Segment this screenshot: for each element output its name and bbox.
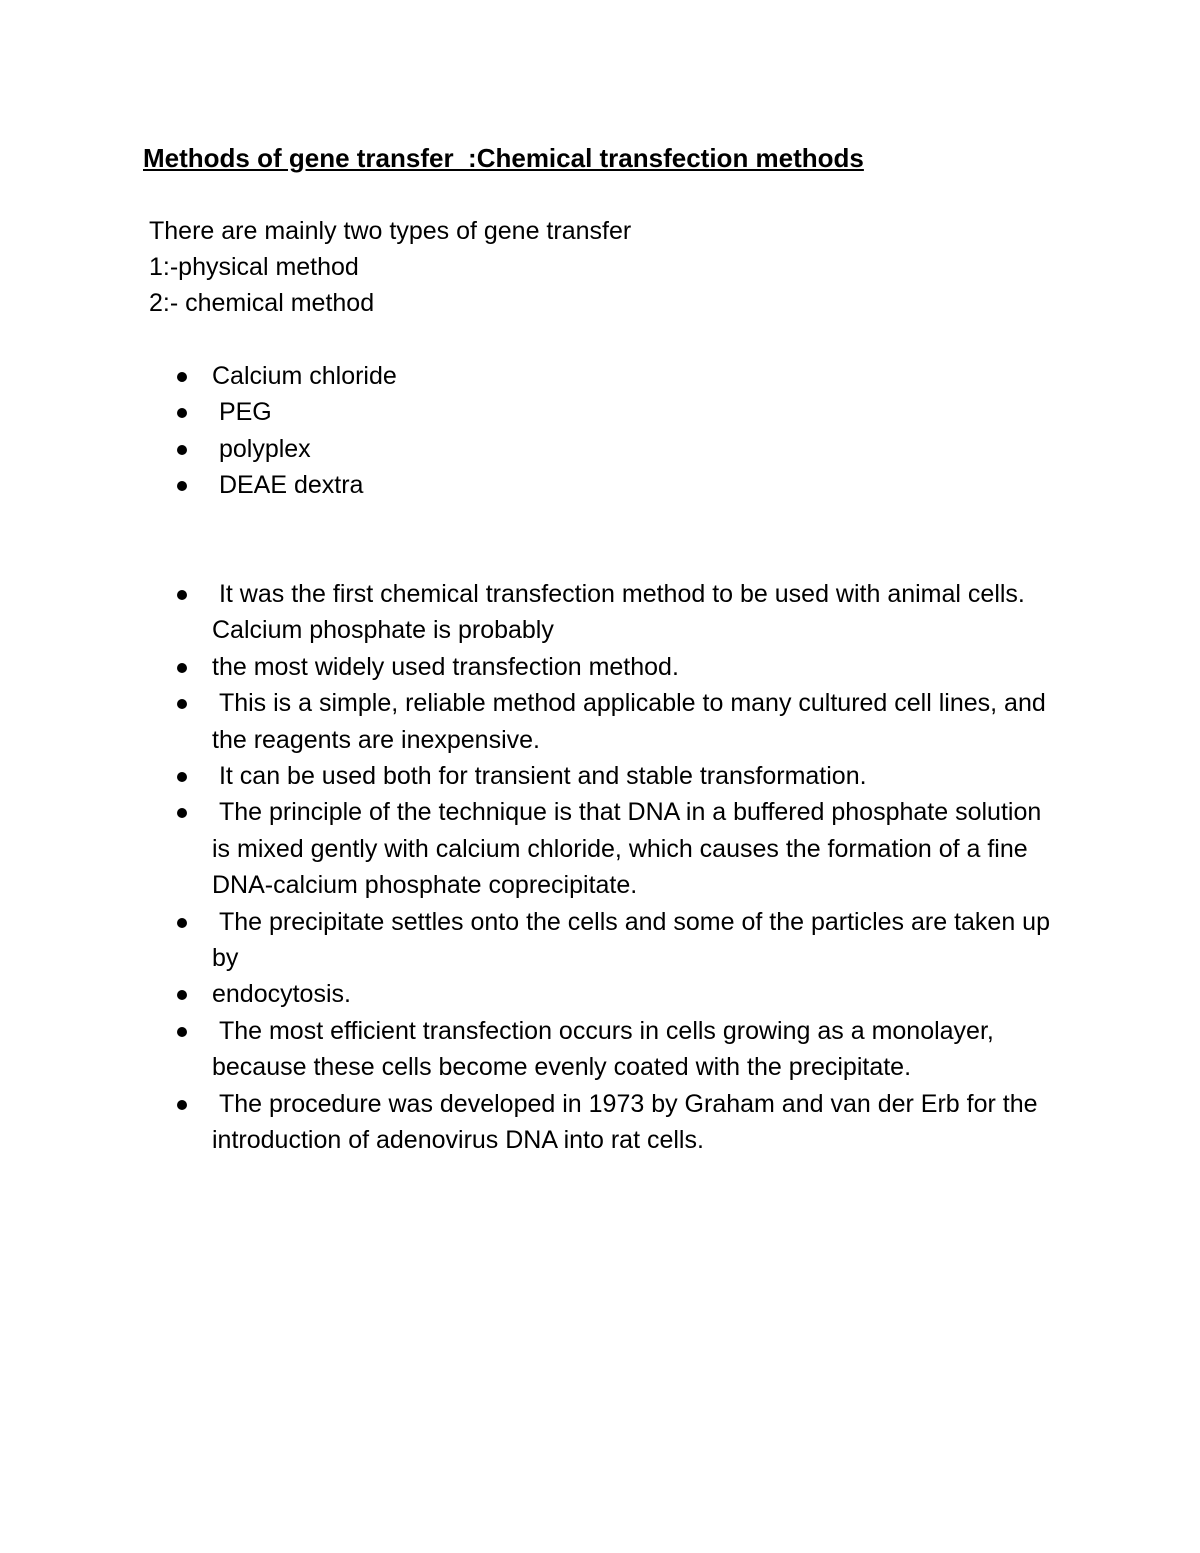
list-item-text: the most widely used transfection method.: [212, 652, 679, 681]
list-item: [0, 758, 1200, 794]
list-item-text: PEG: [212, 398, 272, 427]
list-item-text: DEAE dextra: [212, 471, 364, 500]
list-item: [0, 1086, 1200, 1159]
list-item: [0, 685, 1200, 758]
bullet-icon: [177, 445, 187, 455]
bullet-icon: [177, 772, 187, 782]
bullet-icon: [177, 990, 187, 1000]
list-item-text: The principle of the technique is that DNA in a buffered phosphate solution is mixed gently with calcium chloride, which causes the formation of a fine DNA-calcium phosphate coprecipitate.: [212, 798, 1049, 900]
list-item: [0, 1013, 1200, 1086]
list-item: [0, 358, 1200, 394]
list-item-text: polyplex: [212, 434, 311, 463]
intro-block: [149, 213, 631, 321]
bullet-icon: [177, 372, 187, 382]
list-item-text: This is a simple, reliable method applicable to many cultured cell lines, and the reagents are inexpensive.: [212, 689, 1053, 754]
list-item: [0, 431, 1200, 467]
list-item-text: Calcium chloride: [212, 362, 397, 390]
calcium-phosphate-facts-list: [0, 576, 1200, 1159]
list-item: [0, 794, 1200, 903]
intro-line: There are mainly two types of gene transfer: [149, 217, 632, 245]
bullet-icon: [177, 808, 187, 818]
list-item: [0, 576, 1200, 649]
list-item: [0, 649, 1200, 685]
bullet-icon: [177, 699, 187, 709]
page-title: Methods of gene transfer :Chemical transfection methods: [143, 143, 864, 173]
bullet-icon: [177, 408, 187, 418]
list-item: [0, 976, 1200, 1012]
list-item: [0, 467, 1200, 503]
bullet-icon: [177, 590, 187, 600]
bullet-icon: [177, 1100, 187, 1110]
list-item-text: It can be used both for transient and stable transformation.: [212, 762, 867, 791]
list-item: [0, 904, 1200, 977]
intro-line-chemical: 2:- chemical method: [149, 289, 375, 317]
list-item-text: The precipitate settles onto the cells and some of the particles are taken up by: [212, 907, 1057, 973]
bullet-icon: [177, 918, 187, 928]
list-item-text: endocytosis.: [212, 980, 351, 1009]
list-item-text: The most efficient transfection occurs in cells growing as a monolayer, because these cells become evenly coated with the precipitate.: [212, 1016, 1001, 1082]
bullet-icon: [177, 663, 187, 673]
intro-line-physical: 1:-physical method: [149, 253, 359, 281]
list-item: [0, 394, 1200, 430]
chemical-methods-list: [0, 358, 1200, 504]
bullet-icon: [177, 1027, 187, 1037]
list-item-text: It was the first chemical transfection method to be used with animal cells. Calcium phosphate is probably: [212, 580, 1032, 645]
bullet-icon: [177, 481, 187, 491]
list-item-text: The procedure was developed in 1973 by Graham and van der Erb for the introduction of adenovirus DNA into rat cells.: [212, 1089, 1045, 1155]
